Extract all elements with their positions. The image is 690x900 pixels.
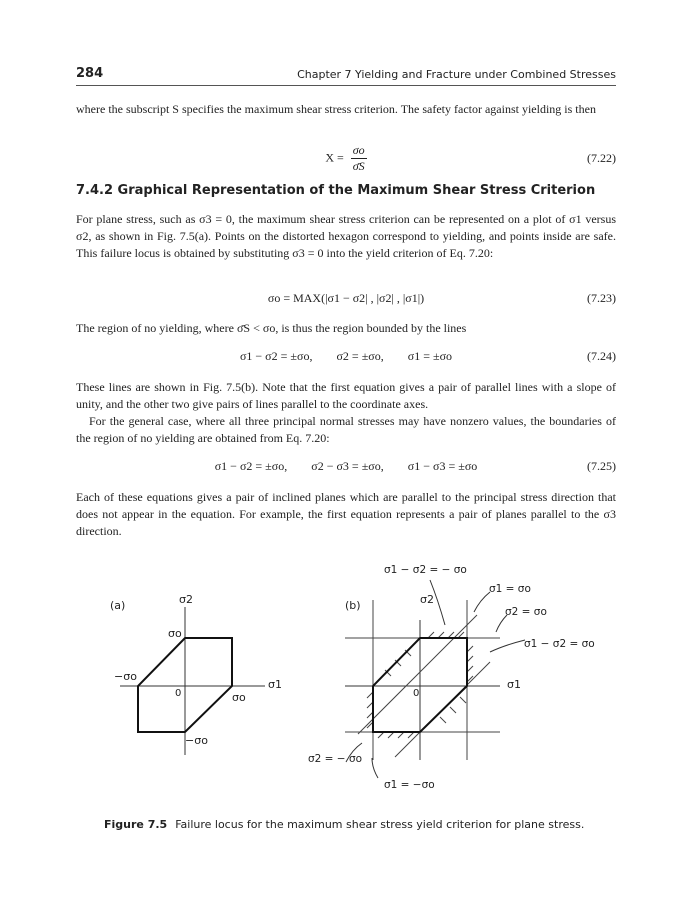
panel-a-sigma1-label: σ1 [268,678,282,691]
eq-7-23-number: (7.23) [587,291,616,305]
section-heading: 7.4.2 Graphical Representation of the Maximum Shear Stress Criterion [76,183,596,198]
eq-7-24-number: (7.24) [587,349,616,363]
figure-caption-label: Figure 7.5 [104,818,168,831]
page-number: 284 [76,66,104,81]
eq-7-25-number: (7.25) [587,459,616,473]
paragraph-5: For the general case, where all three principal normal stresses may have nonzero values, the boundaries of the region of no yielding are obtained from Eq. 7.20: [76,414,616,445]
panel-b-label: (b) [345,599,361,612]
eq-7-22-number: (7.22) [587,151,616,165]
panel-b-sigma2-label: σ2 [420,593,434,606]
panel-a-label-right: σo [232,691,246,704]
panel-b-origin: 0 [413,688,420,699]
figure-caption [104,818,584,831]
figure-panel-a [110,593,282,755]
paragraph-6: Each of these equations gives a pair of inclined planes which are parallel to the principal stress direction that does not appear in the equation. For example, the first equation represents a pair of planes parallel to the σ3 direction. [76,490,616,538]
paragraph-1: where the subscript S specifies the maximum shear stress criterion. The safety factor against yielding is then [76,102,596,116]
eq-7-22-lhs: X = [325,150,344,165]
panel-a-label-left: −σo [114,670,137,683]
paragraph-4: These lines are shown in Fig. 7.5(b). Note that the first equation gives a pair of parallel lines with a slope of unity, and the other two give pairs of lines parallel to the coordinate axes. [76,380,616,411]
panel-b-diag-neg [358,615,477,734]
paragraph-3: The region of no yielding, where σ̄S < σo, is thus the region bounded by the lines [76,321,467,335]
paragraph-2: For plane stress, such as σ3 = 0, the maximum shear stress criterion can be represented on a plot of σ1 versus σ2, as shown in Fig. 7.5(a). Points on the distorted hexagon correspond to yielding, and points inside are safe. This failure locus is obtained by substituting σ3 = 0 into the yield criterion of Eq. 7.20: [76,212,616,260]
panel-b-s2-neg-label: σ2 = − σo [308,753,363,765]
eq-7-22-numerator: σo [352,143,365,157]
panel-a-label: (a) [110,599,126,612]
panel-a-sigma2-label: σ2 [179,593,193,606]
panel-b-sigma1-label: σ1 [507,678,521,691]
figure-caption-text: Failure locus for the maximum shear stress yield criterion for plane stress. [175,818,585,831]
eq-7-24-body: σ1 − σ2 = ±σo, σ2 = ±σo, σ1 = ±σo [239,349,453,363]
panel-a-label-bottom: −σo [185,734,208,747]
panel-b-s1-neg-label: σ1 = −σo [384,779,435,791]
panel-b-diag-pos-label: σ1 − σ2 = σo [524,638,595,650]
eq-7-23-body: σo = MAX(|σ1 − σ2| , |σ2| , |σ1|) [267,291,425,305]
running-head: Chapter 7 Yielding and Fracture under Combined Stresses [297,68,616,81]
panel-a-label-top: σo [168,627,182,640]
eq-7-25-body: σ1 − σ2 = ±σo, σ2 − σ3 = ±σo, σ1 − σ3 = ±σo [214,459,478,473]
panel-a-origin: 0 [175,688,182,699]
panel-b-s2-pos-label: σ2 = σo [505,606,547,618]
figure-panel-b [308,564,595,791]
eq-7-22-denominator: σ̄S [352,159,365,173]
panel-b-s1-pos-label: σ1 = σo [489,583,531,595]
panel-b-top-line-label: σ1 − σ2 = − σo [384,564,467,576]
